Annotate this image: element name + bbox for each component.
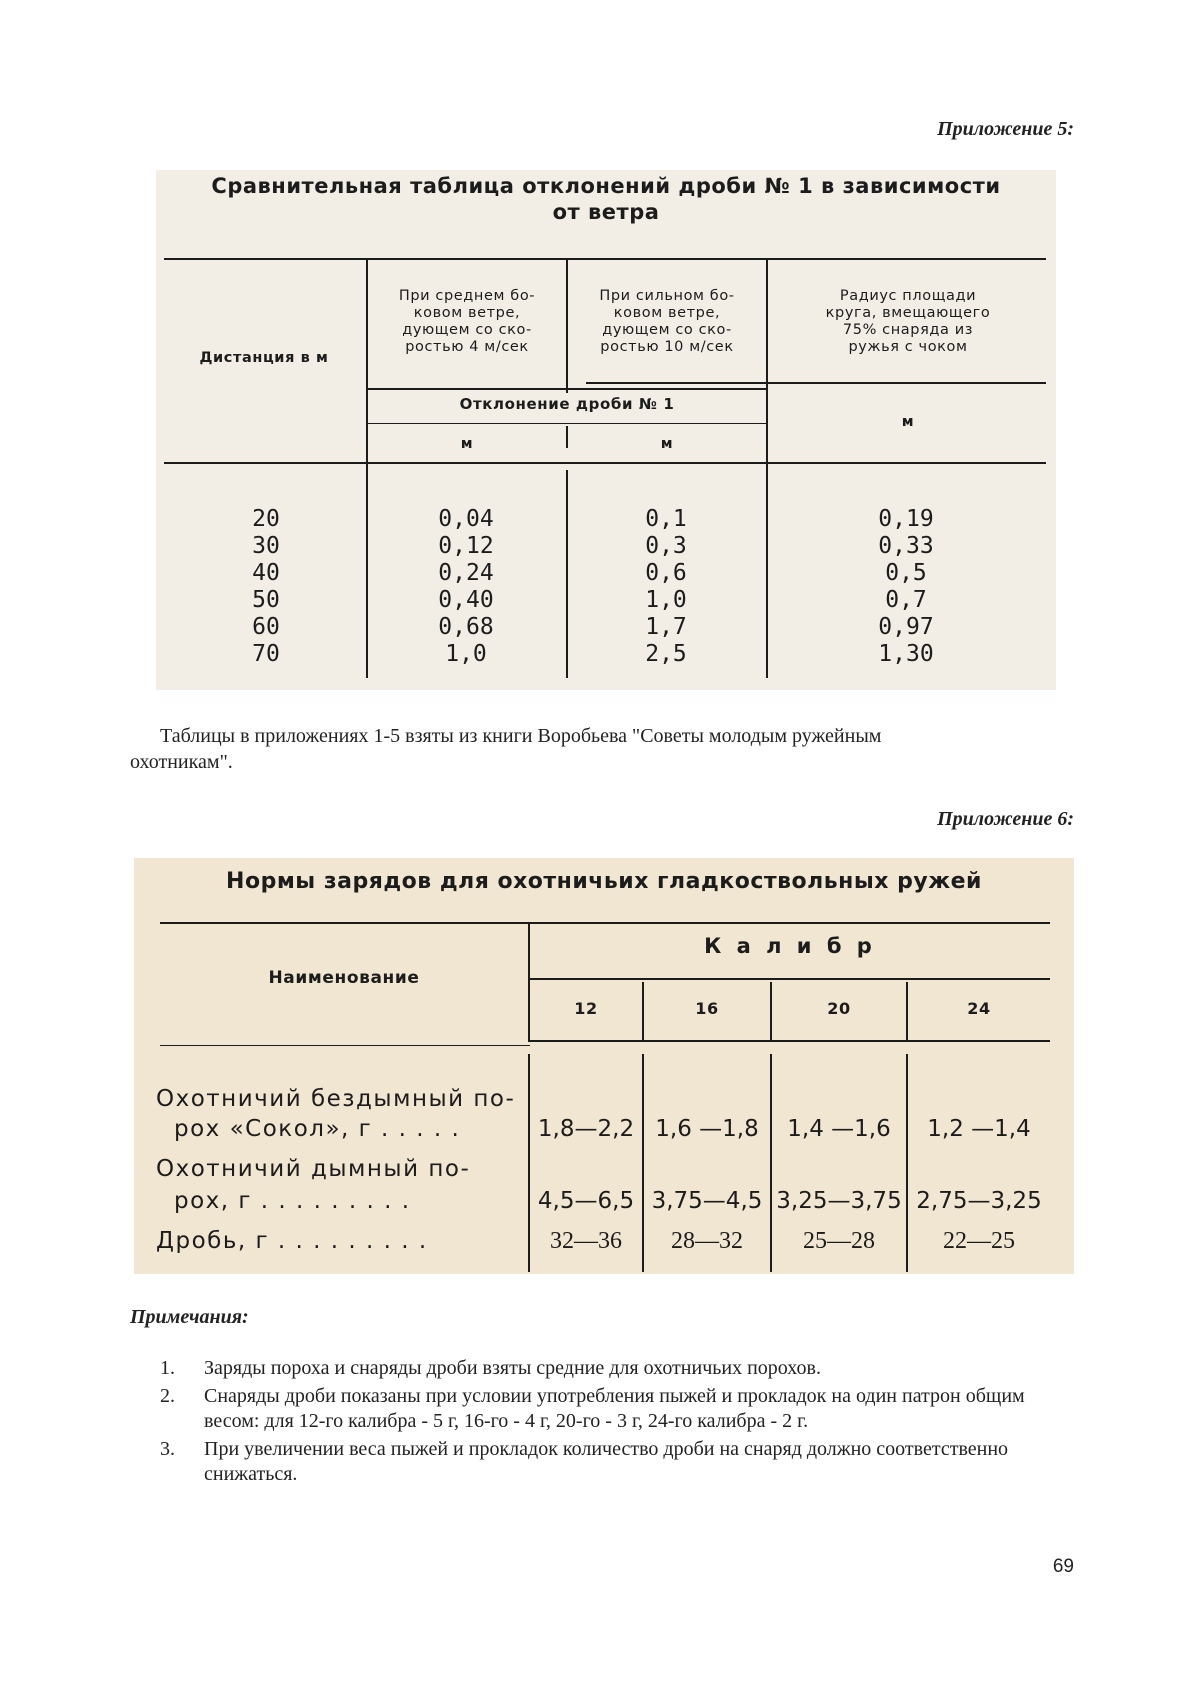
table-title-line2: от ветра xyxy=(552,200,660,224)
table-cell: 2,75—3,25 xyxy=(916,1188,1042,1214)
table-cell: 25—28 xyxy=(803,1228,875,1254)
table-cell: 0,12 xyxy=(438,533,494,559)
table-cell: 0,40 xyxy=(438,587,494,613)
table-cell: 0,97 xyxy=(878,614,934,640)
unit-m-strong: м xyxy=(660,436,674,452)
caliber-16: 16 xyxy=(695,999,719,1018)
row-smoky-label-1: Охотничий дымный по- xyxy=(156,1156,471,1182)
unit-m-medium: м xyxy=(460,436,474,452)
table-title: Нормы зарядов для охотничьих гладкоствольных ружей xyxy=(226,869,982,894)
table-cell: 0,5 xyxy=(885,560,927,586)
notes-title: Примечания: xyxy=(130,1306,249,1328)
table-cell: 3,25—3,75 xyxy=(776,1188,902,1214)
table-cell: 40 xyxy=(252,560,280,586)
table-cell: 20 xyxy=(252,506,280,532)
table-cell: 0,3 xyxy=(645,533,687,559)
table-cell: 4,5—6,5 xyxy=(537,1188,635,1214)
table-cell: 0,19 xyxy=(878,506,934,532)
caliber-12: 12 xyxy=(574,999,598,1018)
header-deviation: Отклонение дроби № 1 xyxy=(459,395,675,413)
table-cell: 0,24 xyxy=(438,560,494,586)
list-item: 1. Заряды пороха и снаряды дроби взяты средние для охотничьих порохов. xyxy=(160,1357,821,1379)
table-cell: 60 xyxy=(252,614,280,640)
header-radius: Радиус площади круга, вмещающего 75% снаряда из ружья с чоком xyxy=(825,288,991,355)
table-cell: 50 xyxy=(252,587,280,613)
list-item: 3. При увеличении веса пыжей и прокладок количество дроби на снаряд должно соответственно снижаться. xyxy=(160,1438,1009,1485)
page-number: 69 xyxy=(1052,1556,1074,1577)
table-cell: 28—32 xyxy=(671,1228,743,1254)
row-shot-label: Дробь, г . . . . . . . . . xyxy=(156,1228,428,1254)
table-cell: 32—36 xyxy=(550,1228,622,1254)
source-text-line1: Таблицы в приложениях 1-5 взяты из книги Воробьева "Советы молодым ружейным xyxy=(160,725,882,747)
table-cell: 1,6 —1,8 xyxy=(655,1116,759,1142)
table-cell: 0,33 xyxy=(878,533,934,559)
table-cell: 2,5 xyxy=(645,641,687,667)
notes-list xyxy=(160,1356,1080,1490)
header-name: Наименование xyxy=(268,968,420,988)
appendix-5-label: Приложение 5: xyxy=(937,118,1074,140)
charge-norms-table xyxy=(134,858,1074,1274)
caliber-24: 24 xyxy=(967,999,991,1018)
table-cell: 0,68 xyxy=(438,614,494,640)
header-distance: Дистанция в м xyxy=(199,350,329,366)
distance-column xyxy=(196,506,336,668)
table-cell: 0,6 xyxy=(645,560,687,586)
header-caliber: К а л и б р xyxy=(704,934,876,958)
table-cell: 30 xyxy=(252,533,280,559)
list-item: 2. Снаряды дроби показаны при условии употребления пыжей и прокладок на один патрон общим весом: для 12-го калибра - 5 г, 16-го - 4 г, 20-го - 3 г, 24-го калибра - 2 г. xyxy=(160,1385,1025,1432)
table-title-line1: Сравнительная таблица отклонений дроби № 1 в зависимости xyxy=(211,174,1001,198)
radius-column xyxy=(796,506,1016,668)
strong-wind-column xyxy=(586,506,746,668)
header-medium-wind: При среднем бо- ковом ветре, дующем со ско- ростью 4 м/сек xyxy=(398,288,536,355)
wind-deviation-table xyxy=(156,170,1056,690)
table-cell: 0,7 xyxy=(885,587,927,613)
table-cell: 1,30 xyxy=(878,641,934,667)
row-smokeless-label-1: Охотничий бездымный по- xyxy=(156,1086,516,1112)
table-cell: 1,0 xyxy=(645,587,687,613)
source-text-line2: охотникам". xyxy=(130,751,233,773)
table-cell: 1,2 —1,4 xyxy=(927,1116,1031,1142)
table-cell: 1,8—2,2 xyxy=(537,1116,635,1142)
table-cell: 0,1 xyxy=(645,506,687,532)
medium-wind-column xyxy=(386,506,546,668)
appendix-6-label: Приложение 6: xyxy=(937,808,1074,830)
caliber-20: 20 xyxy=(827,999,851,1018)
table-cell: 1,4 —1,6 xyxy=(787,1116,891,1142)
table-cell: 0,04 xyxy=(438,506,494,532)
unit-m-radius: м xyxy=(901,414,915,430)
table-cell: 70 xyxy=(252,641,280,667)
header-strong-wind: При сильном бо- ковом ветре, дующем со ско- ростью 10 м/сек xyxy=(599,288,735,355)
row-smoky-label-2: рох, г . . . . . . . . . xyxy=(174,1188,411,1214)
table-cell: 1,7 xyxy=(645,614,687,640)
table-cell: 1,0 xyxy=(445,641,487,667)
table-cell: 22—25 xyxy=(943,1228,1015,1254)
row-smokeless-label-2: рох «Сокол», г . . . . . xyxy=(174,1116,461,1142)
table-cell: 3,75—4,5 xyxy=(651,1188,763,1214)
